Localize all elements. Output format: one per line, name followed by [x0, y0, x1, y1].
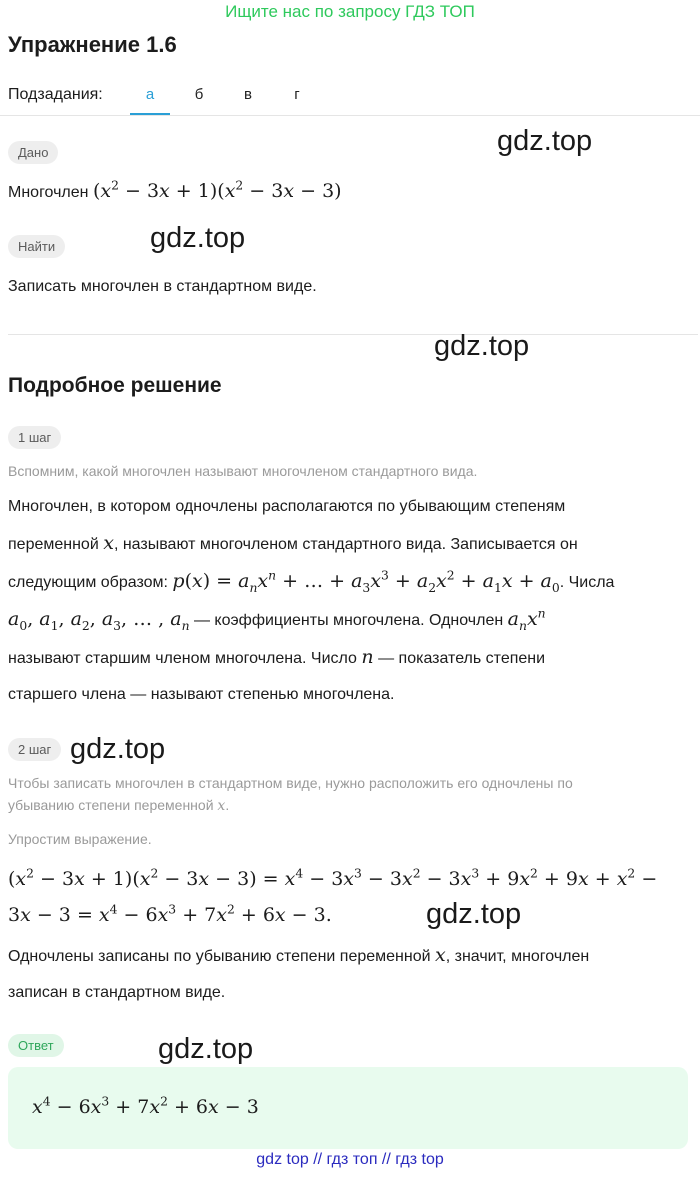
given-chip: Дано — [8, 141, 58, 164]
tab-v[interactable]: в — [244, 86, 252, 103]
step1-chip-wrap — [8, 426, 61, 449]
given-formula: $(x^2 - 3x + 1)(x^2 - 3x - 3)$ — [92, 178, 342, 202]
watermark: gdz.top — [70, 733, 166, 765]
step1-line6: старшего члена — называют степенью многочлена. — [8, 686, 395, 703]
step2-equation: $(x^2 - 3x + 1)(x^2 - 3x - 3) = x^4 - 3x^3 - 3x^2 - 3x^3 + 9x^2 + 9x + x^2$ − $3x - 3 = x^4 - 6x^3 + 7x^2 + 6x - 3$. — [8, 866, 658, 926]
answer-chip: Ответ — [8, 1034, 64, 1057]
step2-hint: Чтобы записать многочлен в стандартном виде, нужно расположить его одночлены по убыванию степени переменной x. — [8, 775, 573, 814]
find-text: Записать многочлен в стандартном виде. — [8, 278, 317, 295]
step2-simplify: Упростим выражение. — [8, 831, 152, 847]
tab-b[interactable]: б — [194, 86, 204, 103]
step1-line5: называют старшим членом многочлена. Число n — показатель степени — [8, 646, 546, 668]
step1-hint: Вспомним, какой многочлен называют многочленом стандартного вида. — [8, 463, 478, 479]
step1-line1: Многочлен, в котором одночлены располагаются по убывающим степеням — [8, 498, 566, 515]
tab-a[interactable]: а — [145, 86, 155, 103]
find-chip: Найти — [8, 235, 65, 258]
step1-chip: 1 шаг — [8, 426, 61, 449]
step1-line4: $a_0$, $a_1$, $a_2$, $a_3$, … , $a_n$ — коэффициенты многочлена. Одночлен $a_nx^n$ — [8, 606, 546, 633]
watermark: gdz.top — [497, 125, 593, 157]
page-title: Упражнение 1.6 — [8, 32, 177, 57]
step1-line2: переменной x, называют многочленом стандартного вида. Записывается он — [8, 532, 578, 554]
given-lead: Многочлен — [8, 184, 89, 201]
tabs-divider — [0, 115, 700, 116]
top-banner: Ищите нас по запросу ГДЗ ТОП — [225, 2, 475, 21]
answer-formula: $x^4 - 6x^3 + 7x^2 + 6x - 3$ — [32, 1094, 259, 1118]
watermark: gdz.top — [426, 898, 522, 930]
section-divider — [8, 334, 698, 335]
find-section — [8, 235, 65, 258]
step1-text — [8, 489, 678, 713]
watermark: gdz.top — [150, 222, 246, 254]
step1-line3: следующим образом: $p(x) = a_nx^n$ + … + $a_3x^3 + a_2x^2 + a_1x + a_0$. Числа — [8, 568, 615, 595]
footer-links[interactable]: gdz top // гдз топ // гдз top — [256, 1151, 444, 1168]
subtasks-label: Подзадания: — [8, 86, 103, 103]
watermark: gdz.top — [158, 1033, 254, 1065]
watermark: gdz.top — [434, 330, 530, 362]
given-section — [8, 141, 58, 164]
step2-chip-wrap — [8, 738, 61, 761]
solution-title: Подробное решение — [8, 374, 222, 397]
answer-chip-wrap — [8, 1034, 64, 1057]
given-text — [8, 180, 342, 203]
tab-g[interactable]: г — [294, 86, 300, 103]
step2-chip: 2 шаг — [8, 738, 61, 761]
step2-conclusion: Одночлены записаны по убыванию степени переменной x, значит, многочлен записан в стандартном виде. — [8, 944, 590, 1001]
